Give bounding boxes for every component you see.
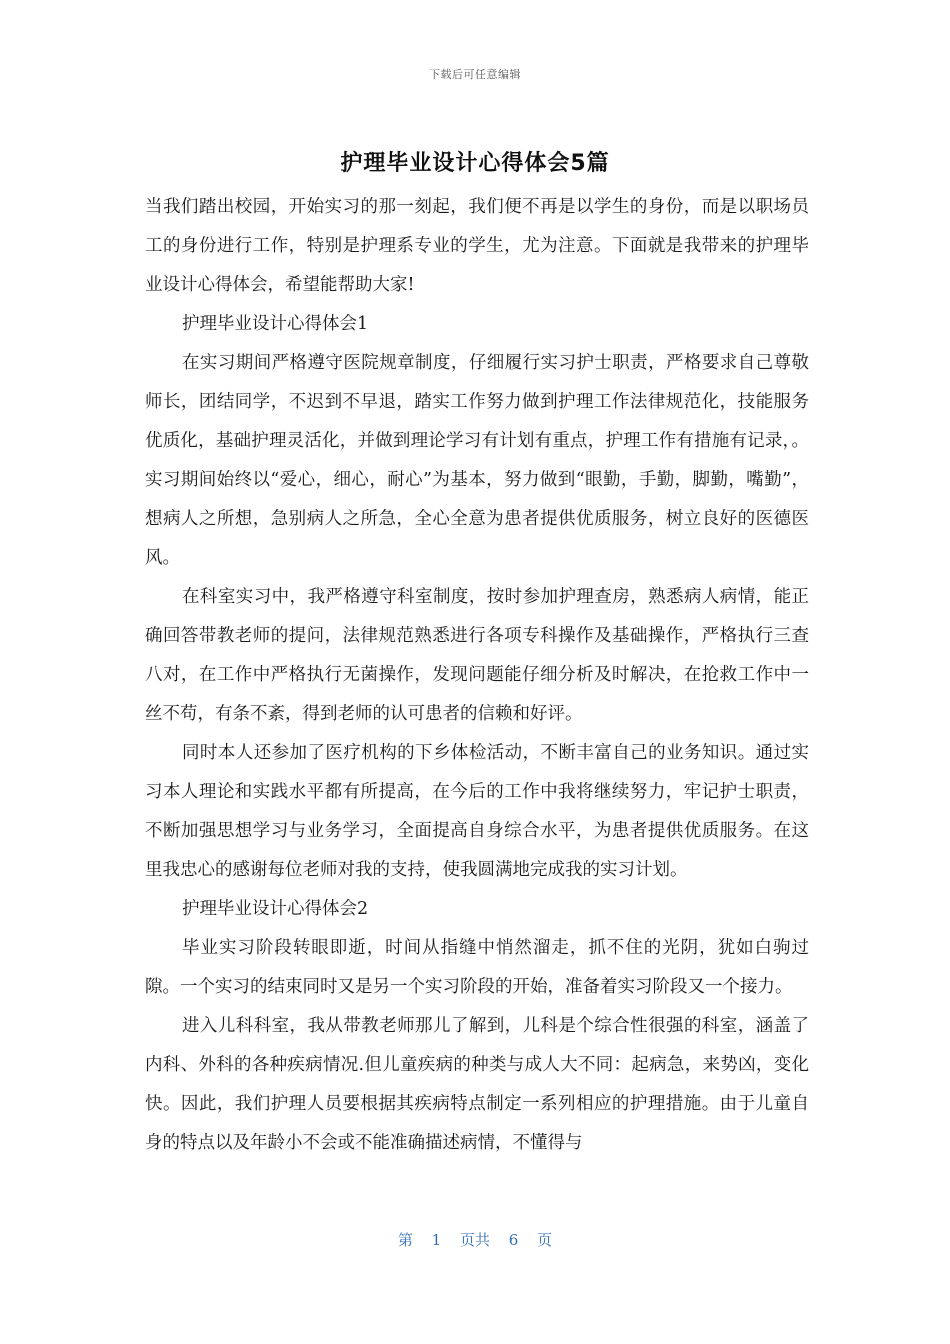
header-note: 下载后可任意编辑: [429, 68, 521, 81]
document-title: 护理毕业设计心得体会5篇: [340, 151, 610, 176]
section-heading-2: 护理毕业设计心得体会2: [182, 899, 369, 919]
body-paragraph: 进入儿科科室，我从带教老师那儿了解到，儿科是个综合性很强的科室，涵盖了内科、外科的各种疾病情况.但儿童疾病的种类与成人大不同：起病急，来势凶，变化快。因此，我们护理人员要根据其疾病特点制定一系列相应的护理措施。由于儿童自身的特点以及年龄小不会或不能准确描述病情，不懂得与: [145, 1016, 809, 1153]
page-number-footer: 第 1 页共 6 页: [397, 1231, 553, 1249]
body-paragraph: 在科室实习中，我严格遵守科室制度，按时参加护理查房，熟悉病人病情，能正确回答带教老师的提问，法律规范熟悉进行各项专科操作及基础操作，严格执行三查八对，在工作中严格执行无菌操作，发现问题能仔细分析及时解决，在抢救工作中一丝不苟，有条不紊，得到老师的认可患者的信赖和好评。: [145, 587, 809, 724]
body-paragraph: 同时本人还参加了医疗机构的下乡体检活动，不断丰富自己的业务知识。通过实习本人理论和实践水平都有所提高，在今后的工作中我将继续努力，牢记护士职责，不断加强思想学习与业务学习，全面提高自身综合水平，为患者提供优质服务。在这里我忠心的感谢每位老师对我的支持，使我圆满地完成我的实习计划。: [145, 743, 809, 880]
body-paragraph: 在实习期间严格遵守医院规章制度，仔细履行实习护士职责，严格要求自己尊敬师长，团结同学，不迟到不早退，踏实工作努力做到护理工作法律规范化，技能服务优质化，基础护理灵活化，并做到理论学习有计划有重点，护理工作有措施有记录，。实习期间始终以“爱心，细心，耐心”为基本，努力做到“眼勤，手勤，脚勤，嘴勤”，想病人之所想，急别病人之所急，全心全意为患者提供优质服务，树立良好的医德医风。: [145, 353, 809, 568]
intro-paragraph: 当我们踏出校园，开始实习的那一刻起，我们便不再是以学生的身份，而是以职场员工的身份进行工作，特别是护理系专业的学生，尤为注意。下面就是我带来的护理毕业设计心得体会，希望能帮助大家!: [145, 197, 809, 295]
document-body: [145, 188, 809, 1163]
section-heading-1: 护理毕业设计心得体会1: [182, 314, 369, 334]
body-paragraph: 毕业实习阶段转眼即逝，时间从指缝中悄然溜走，抓不住的光阴，犹如白驹过隙。一个实习的结束同时又是另一个实习阶段的开始，准备着实习阶段又一个接力。: [145, 938, 809, 997]
